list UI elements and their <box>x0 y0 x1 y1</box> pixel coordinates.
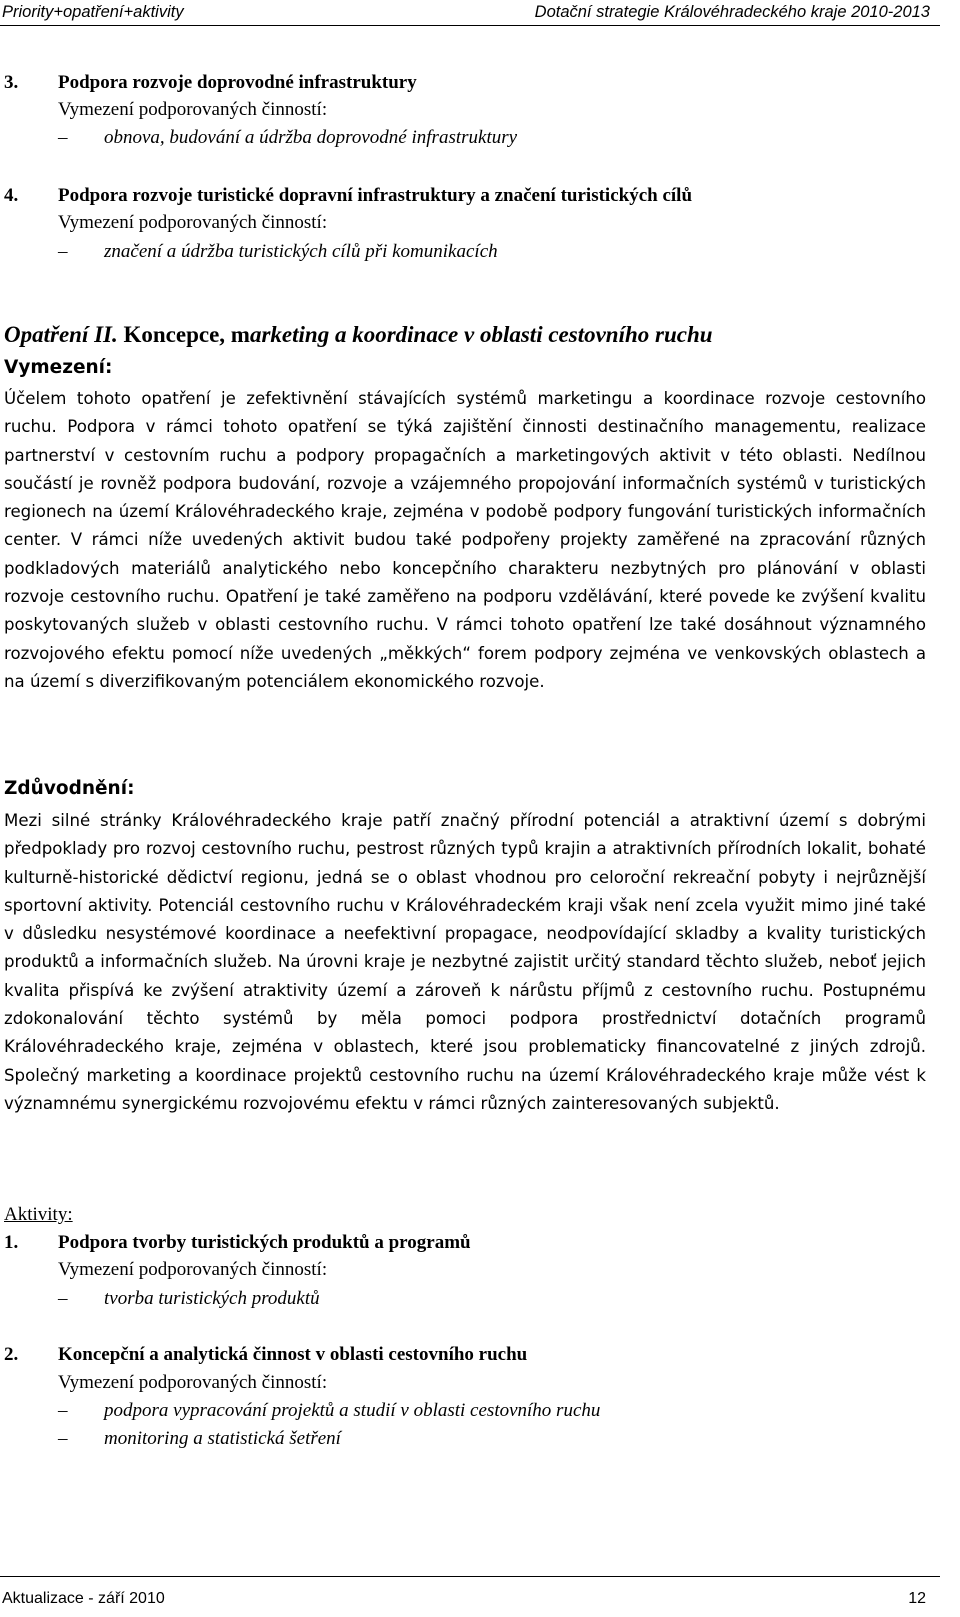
dash-bullet: – <box>58 1400 68 1421</box>
footer-update-date: Aktualizace - září 2010 <box>2 1590 165 1607</box>
page-footer <box>0 1576 960 1617</box>
header-left-text: Priority+opatření+aktivity <box>2 3 184 21</box>
list-item-text: podpora vypracování projektů a studií v oblasti cestovního ruchu <box>104 1400 601 1421</box>
scope-label: Vymezení podporovaných činností: <box>58 212 328 233</box>
list-item-text: obnova, budování a údržba doprovodné infrastruktury <box>104 127 518 148</box>
item-number: 2. <box>4 1344 19 1365</box>
item-title: Podpora tvorby turistických produktů a programů <box>58 1232 471 1253</box>
footer-rule <box>0 1576 940 1577</box>
activities-label: Aktivity: <box>4 1204 73 1225</box>
measure-title-upright: Koncepce, m <box>123 322 250 347</box>
justification-label: Zdůvodnění: <box>4 778 135 799</box>
dash-bullet: – <box>58 241 68 262</box>
dash-bullet: – <box>58 1288 68 1309</box>
header-rule <box>0 25 940 26</box>
justification-paragraph: Mezi silné stránky Královéhradeckého kraje patří značný přírodní potenciál a atraktivní území s dobrými předpoklady pro rozvoj cestovního ruchu, pestrost různých typů krajin a atraktivních přírodních lokalit, bohaté kulturně-historické dědictví regionu, jedná se o oblast vhodnou pro celoroční rekreační pobyty i nejrůznější sportovní aktivity. Potenciál cestovního ruchu v Královéhradeckém kraji však není zcela využit mimo jiné také v důsledku nesystémové koordinace a neefektivní propagace, neodpovídající skladby a kvality turistických produktů a informačních služeb. Na úrovni kraje je nezbytné zajistit určitý standard těchto služeb, neboť jejich kvalita přispívá ke zvýšení atraktivity území a zároveň k nárůstu příjmů z cestovního ruchu. Postupnému zdokonalování těchto systémů by měla pomoci podpora prostřednictví dotačních programů Královéhradeckého kraje, zejména v oblastech, které jsou problematicky financovatelné z jiných zdrojů. Společný marketing a koordinace projektů cestovního ruchu na území Královéhradeckého kraje může vést k významnému synergickému rozvojovému efektu v rámci různých zainteresovaných subjektů. <box>4 811 926 1113</box>
dash-bullet: – <box>58 1428 68 1449</box>
dash-bullet: – <box>58 127 68 148</box>
measure-prefix: Opatření II. <box>4 322 118 347</box>
item-title: Koncepční a analytická činnost v oblasti cestovního ruchu <box>58 1344 528 1365</box>
item-title: Podpora rozvoje turistické dopravní infrastruktury a značení turistických cílů <box>58 185 693 206</box>
item-number: 3. <box>4 72 19 93</box>
definition-paragraph: Účelem tohoto opatření je zefektivnění stávajících systémů marketingu a koordinace rozvoje cestovního ruchu. Podpora v rámci tohoto opatření se týká zajištění činnosti destinačního managementu, realizace partnerství v cestovním ruchu a podpory propagačních a marketingových aktivit v této oblasti. Nedílnou součástí je rovněž podpora budování, rozvoje a vzájemného propojování informačních systémů v turistických regionech na území Královéhradeckého kraje, zejména v podobě podpory fungování turistických informačních center. V rámci níže uvedených aktivit budou také podpořeny projekty zaměřené na zpracování různých podkladových materiálů analytického nebo koncepčního charakteru nezbytných pro plánování v oblasti rozvoje cestovního ruchu. Opatření je také zaměřeno na podporu vzdělávání, které povede ke zvýšení kvalitu poskytovaných služeb v oblasti cestovního ruchu. V rámci tohoto opatření lze také dosáhnout významného rozvojového efektu pomocí níže uvedených „měkkých“ forem podpory zejména ve venkovských oblastech a na území s diverzifikovaným potenciálem ekonomického rozvoje. <box>4 389 926 691</box>
list-item-text: tvorba turistických produktů <box>104 1288 320 1309</box>
scope-label: Vymezení podporovaných činností: <box>58 1259 328 1280</box>
page-header <box>0 0 960 30</box>
scope-label: Vymezení podporovaných činností: <box>58 99 328 120</box>
scope-label: Vymezení podporovaných činností: <box>58 1372 328 1393</box>
list-item-text: značení a údržba turistických cílů při komunikacích <box>104 241 498 262</box>
definition-label: Vymezení: <box>4 357 113 378</box>
measure-heading <box>4 322 713 348</box>
item-number: 1. <box>4 1232 19 1253</box>
item-title: Podpora rozvoje doprovodné infrastruktury <box>58 72 417 93</box>
item-number: 4. <box>4 185 19 206</box>
measure-title-italic: arketing a koordinace v oblasti cestovního ruchu <box>249 322 713 347</box>
page-number: 12 <box>908 1590 926 1607</box>
list-item-text: monitoring a statistická šetření <box>104 1428 341 1449</box>
header-right-text: Dotační strategie Královéhradeckého kraje 2010-2013 <box>534 3 930 21</box>
